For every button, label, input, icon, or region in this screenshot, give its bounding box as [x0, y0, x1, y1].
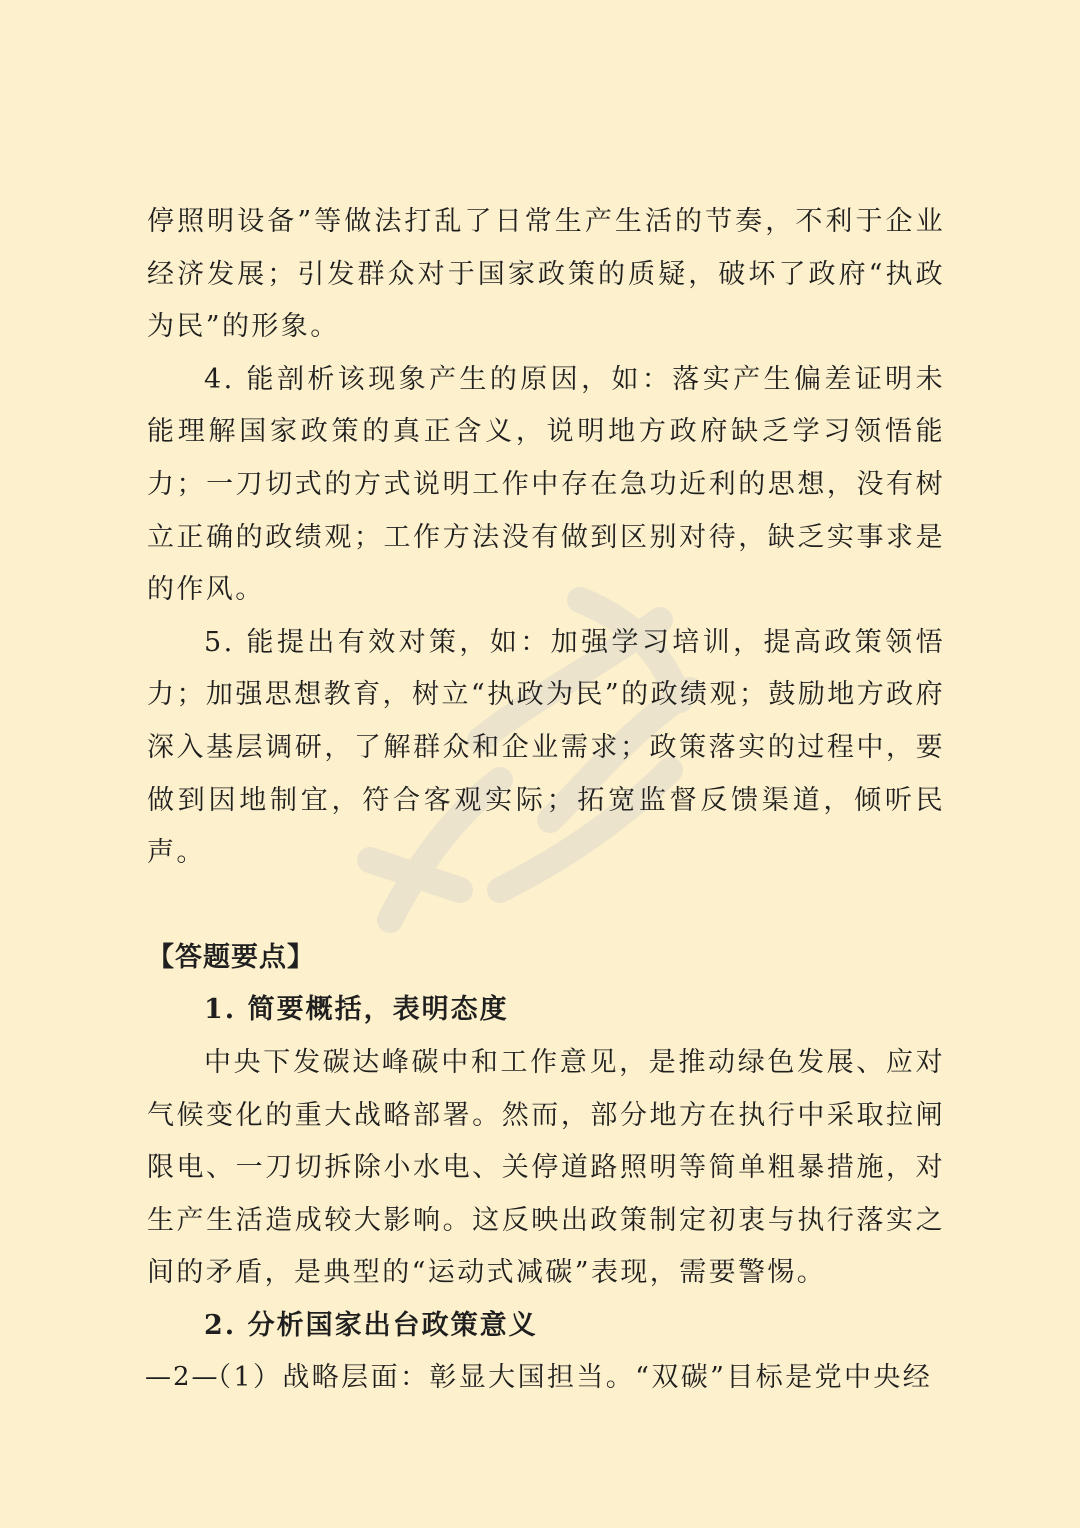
paragraph-summary: 中央下发碳达峰碳中和工作意见，是推动绿色发展、应对气候变化的重大战略部署。然而，部分地方在执行中采取拉闸限电、一刀切拆除小水电、关停道路照明等简单粗暴措施，对生产生活造成较大影响。这反映出政策制定初衷与执行落实之间的矛盾，是典型的“运动式减碳”表现，需要警惕。	[147, 1046, 945, 1289]
document-body	[147, 196, 945, 1405]
subheading-2: 2. 分析国家出台政策意义	[204, 1309, 538, 1341]
paragraph-1: 停照明设备”等做法打乱了日常生产生活的节奏，不利于企业经济发展；引发群众对于国家政策的质疑，破坏了政府“执政为民”的形象。	[147, 206, 945, 343]
page-number: —2—	[145, 1362, 220, 1392]
section-title: 【答题要点】	[147, 941, 315, 973]
paragraph-point-5: 5. 能提出有效对策，如：加强学习培训，提高政策领悟力；加强思想教育，树立“执政为民”的政绩观；鼓励地方政府深入基层调研，了解群众和企业需求；政策落实的过程中，要做到因地制宜，符合客观实际；拓宽监督反馈渠道，倾听民声。	[147, 626, 945, 869]
paragraph-strategy: （1）战略层面：彰显大国担当。“双碳”目标是党中央经	[204, 1362, 933, 1394]
section-spacer	[147, 880, 945, 932]
paragraph-point-4: 4. 能剖析该现象产生的原因，如：落实产生偏差证明未能理解国家政策的真正含义，说明地方政府缺乏学习领悟能力；一刀切式的方式说明工作中存在急功近利的思想，没有树立正确的政绩观；工作方法没有做到区别对待，缺乏实事求是的作风。	[147, 363, 945, 606]
subheading-1: 1. 简要概括，表明态度	[204, 994, 509, 1026]
